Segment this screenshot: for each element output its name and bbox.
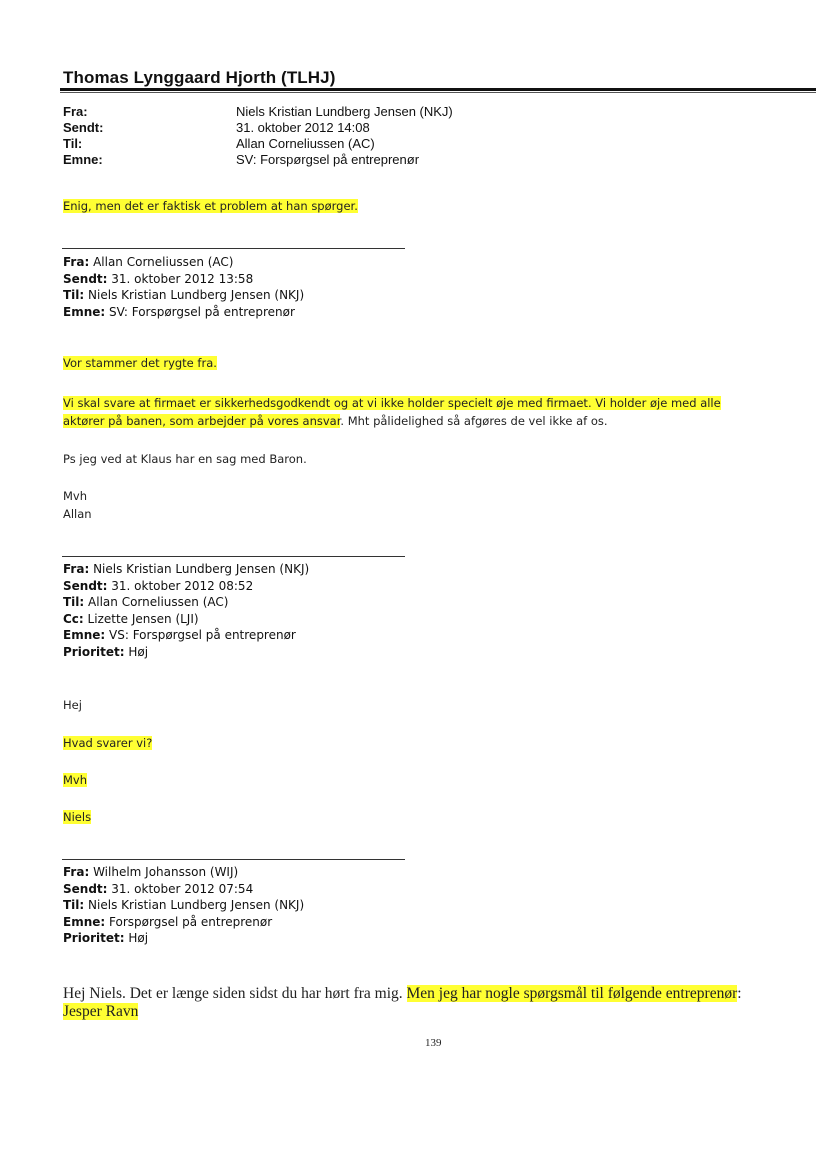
msg2-line3: Ps jeg ved at Klaus har en sag med Baron. [63, 452, 307, 466]
msg3-cc: Cc: Lizette Jensen (LJI) [63, 611, 199, 626]
msg2-to: Til: Niels Kristian Lundberg Jensen (NKJ) [63, 288, 305, 302]
header-from-label: Fra: [63, 104, 88, 119]
msg4-sent: Sendt: 31. oktober 2012 07:54 [63, 881, 254, 896]
msg3-from: Fra: Niels Kristian Lundberg Jensen (NKJ) [63, 562, 310, 576]
msg2-line2a: Vi skal svare at firmaet er sikkerhedsgodkendt og at vi ikke holder specielt øje med firmaet. Vi holder øje med alle [63, 396, 721, 410]
header-sent-value: 31. oktober 2012 14:08 [236, 120, 370, 135]
msg4-body-line1: Hej Niels. Det er længe siden sidst du har hørt fra mig. Men jeg har nogle spørgsmål til følgende entreprenør: [63, 985, 742, 1002]
msg3-question: Hvad svarer vi? [63, 736, 153, 750]
msg2-subject: Emne: SV: Forspørgsel på entreprenør [63, 304, 295, 319]
msg4-subject: Emne: Forspørgsel på entreprenør [63, 914, 273, 929]
header-to-row [63, 136, 583, 152]
title-rule [60, 88, 816, 91]
reply1-highlight: Enig, men det er faktisk et problem at han spørger. [63, 199, 358, 213]
msg4-body-line2: Jesper Ravn [63, 1003, 139, 1020]
msg4-header [63, 864, 304, 947]
separator [62, 556, 405, 557]
msg2-header [63, 254, 304, 320]
header-sent-row [63, 120, 583, 136]
msg3-sign-mvh: Mvh [63, 773, 88, 787]
msg3-sent: Sendt: 31. oktober 2012 08:52 [63, 578, 254, 593]
separator [62, 859, 405, 860]
msg3-greeting: Hej [63, 698, 82, 712]
msg4-priority: Prioritet: Høj [63, 931, 149, 945]
header-from-row [63, 104, 583, 120]
msg2-from: Fra: Allan Corneliussen (AC) [63, 255, 234, 269]
msg4-from: Fra: Wilhelm Johansson (WIJ) [63, 865, 239, 879]
msg4-to: Til: Niels Kristian Lundberg Jensen (NKJ) [63, 898, 305, 912]
msg3-sign-name: Niels [63, 810, 92, 824]
header-subject-label: Emne: [63, 152, 103, 167]
header-subject-value: SV: Forspørgsel på entreprenør [236, 152, 420, 167]
header-to-label: Til: [63, 136, 83, 151]
msg2-line1: Vor stammer det rygte fra. [63, 356, 217, 370]
separator [62, 248, 405, 249]
email-header [63, 104, 583, 168]
msg2-sign-mvh: Mvh [63, 489, 88, 503]
reply1-body [63, 199, 358, 213]
msg2-line2b: aktører på banen, som arbejder på vores ansvar. Mht pålidelighed så afgøres de vel ikke af os. [63, 414, 608, 428]
page-number: 139 [425, 1037, 442, 1049]
header-to-value: Allan Corneliussen (AC) [236, 136, 375, 151]
msg2-sign-name: Allan [63, 507, 92, 521]
msg3-header [63, 561, 309, 660]
header-sent-label: Sendt: [63, 120, 104, 135]
msg3-priority: Prioritet: Høj [63, 644, 149, 659]
msg2-sent: Sendt: 31. oktober 2012 13:58 [63, 271, 254, 286]
header-subject-row [63, 152, 583, 168]
msg3-subject: Emne: VS: Forspørgsel på entreprenør [63, 628, 296, 642]
document-title: Thomas Lynggaard Hjorth (TLHJ) [63, 68, 336, 87]
header-from-value: Niels Kristian Lundberg Jensen (NKJ) [236, 104, 453, 119]
title-rule-thin [60, 92, 816, 93]
msg3-to: Til: Allan Corneliussen (AC) [63, 595, 229, 609]
